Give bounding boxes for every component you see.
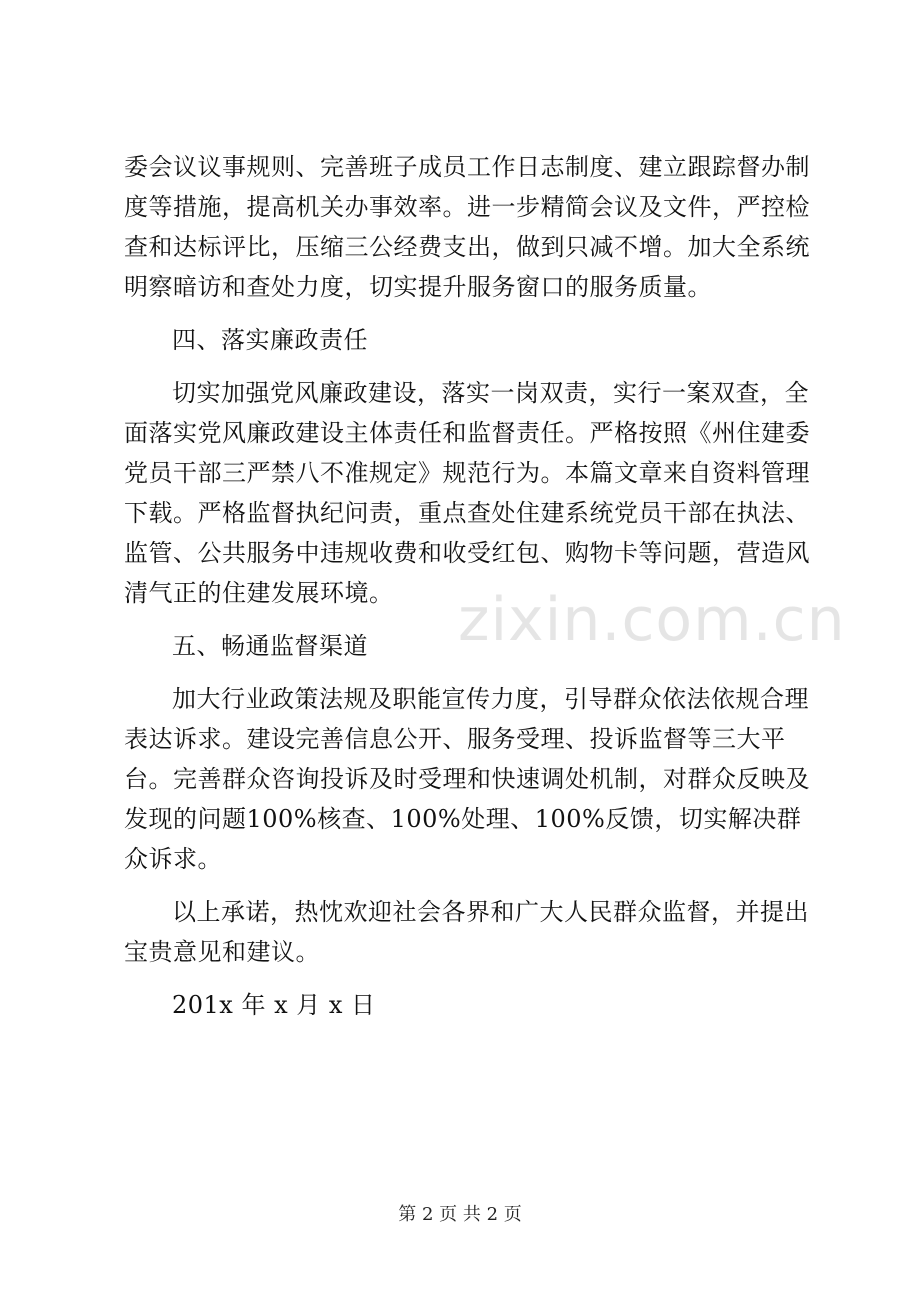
paragraph-commitment-closing: 以上承诺，热忱欢迎社会各界和广大人民群众监督，并提出宝贵意见和建议。 — [124, 898, 809, 966]
paragraph-integrity-responsibility: 切实加强党风廉政建设，落实一岗双责，实行一案双查，全面落实党风廉政建设主体责任和监督责任。严格按照《州住建委党员干部三严禁八不准规定》规范行为。本篇文章来自资料管理下载。严格监督执纪问责，重点查处住建系统党员干部在执法、监管、公共服务中违规收费和收受红包、购物卡等问题，营造风清气正的住建发展环境。 — [124, 379, 810, 607]
paragraph-continuation: 委会议议事规则、完善班子成员工作日志制度、建立跟踪督办制度等措施，提高机关办事效率。进一步精简会议及文件，严控检查和达标评比，压缩三公经费支出，做到只减不增。加大全系统明察暗访和查处力度，切实提升服务窗口的服务质量。 — [124, 153, 810, 301]
document-date: 201x 年 x 月 x 日 — [172, 991, 376, 1019]
watermark: zixin.com.cn — [458, 585, 846, 655]
section-heading-4: 四、落实廉政责任 — [172, 326, 368, 354]
section-heading-5: 五、畅通监督渠道 — [172, 632, 368, 660]
paragraph-supervision-channels: 加大行业政策法规及职能宣传力度，引导群众依法依规合理表达诉求。建设完善信息公开、服务受理、投诉监督等三大平台。完善群众咨询投诉及时受理和快速调处机制，对群众反映及发现的问题100%核查、100%处理、100%反馈，切实解决群众诉求。 — [124, 685, 810, 873]
document-body — [124, 147, 814, 1038]
page-footer: 第 2 页 共 2 页 — [398, 1204, 522, 1225]
